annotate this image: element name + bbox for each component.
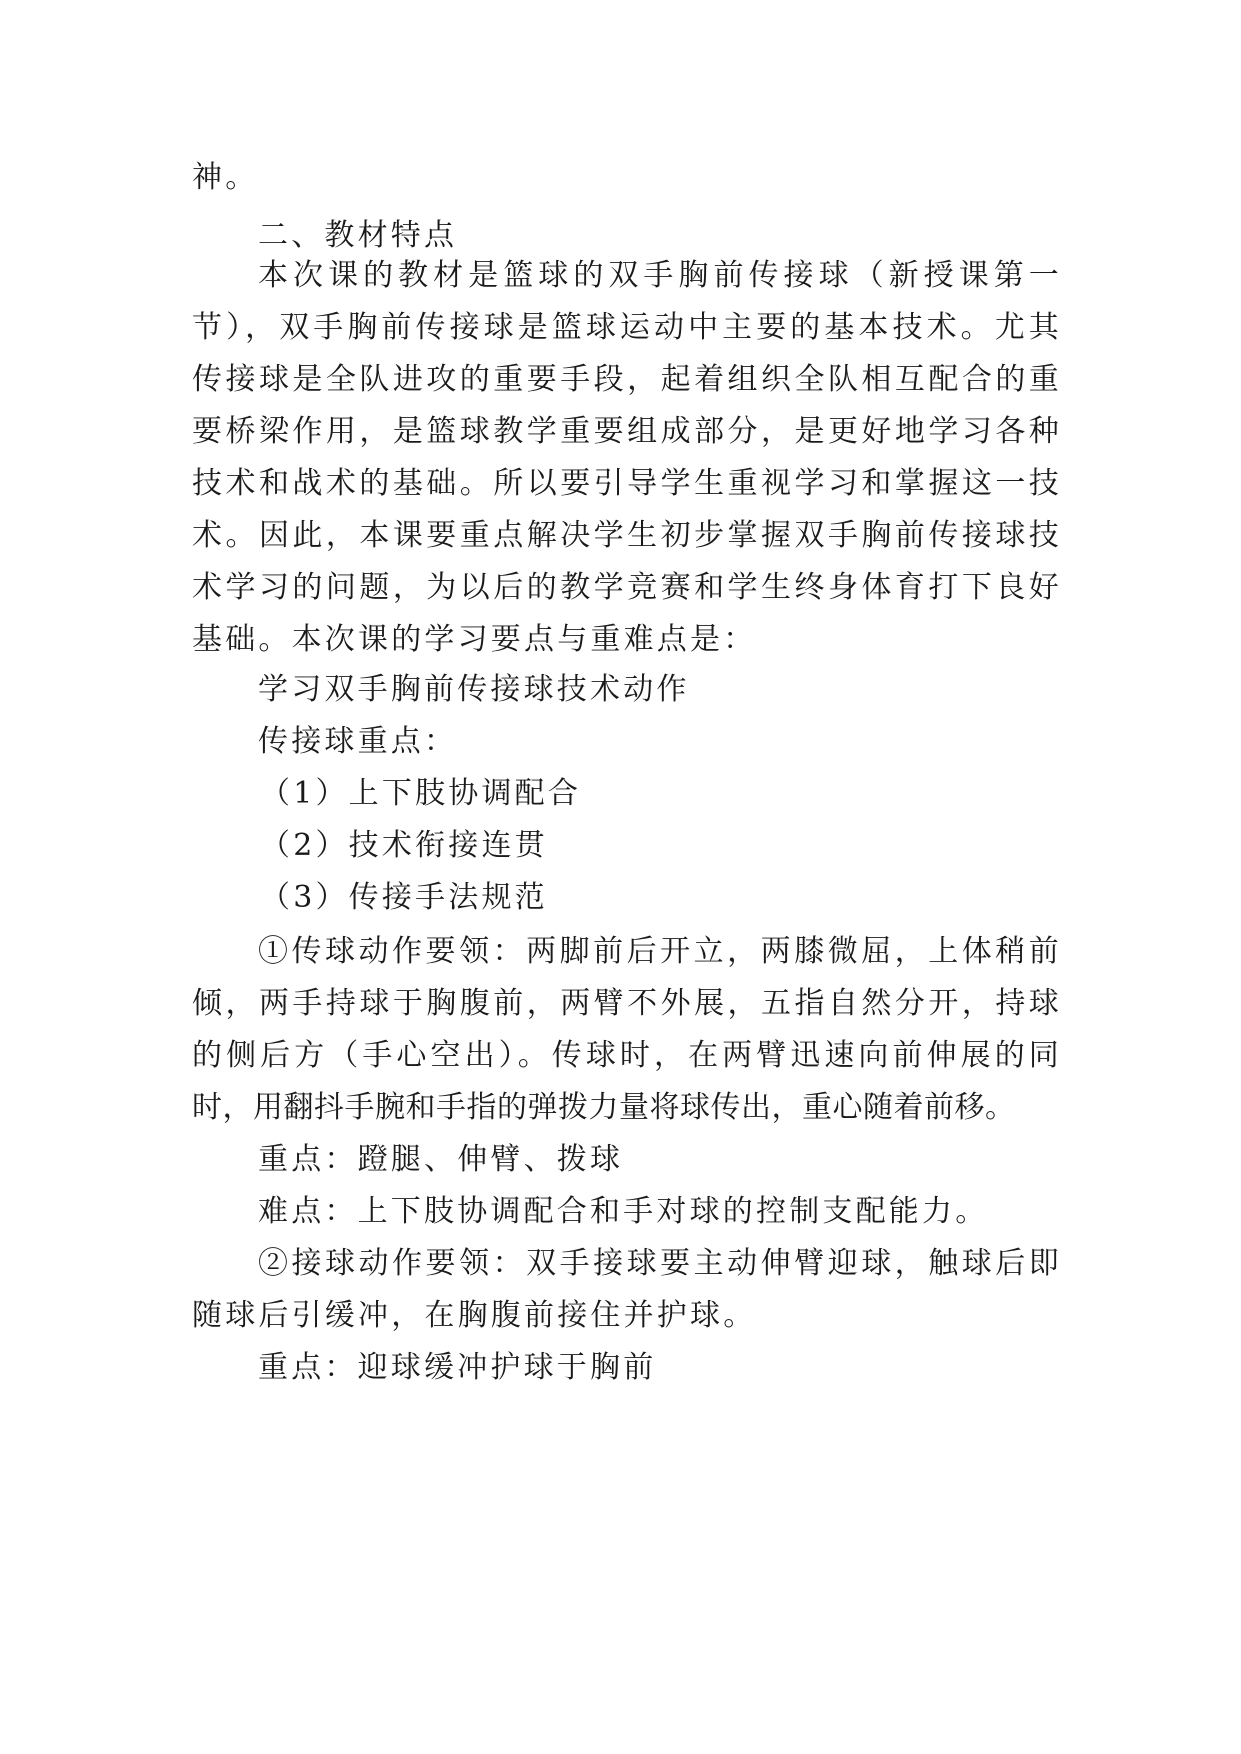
section-heading: 二、教材特点	[258, 218, 458, 253]
paragraph-line: 术学习的问题，为以后的教学竞赛和学生终身体育打下良好	[192, 570, 1062, 605]
paragraph-line: 倾，两手持球于胸腹前，两臂不外展，五指自然分开，持球	[192, 986, 1062, 1021]
key-point-line: 重点：迎球缓冲护球于胸前	[258, 1350, 657, 1385]
paragraph-line: 传接球是全队进攻的重要手段，起着组织全队相互配合的重	[192, 362, 1062, 397]
key-point-line: 重点：蹬腿、伸臂、拨球	[258, 1142, 624, 1177]
paragraph-line: 要桥梁作用，是篮球教学重要组成部分，是更好地学习各种	[192, 414, 1062, 449]
paragraph-line: 时，用翻抖手腕和手指的弹拨力量将球传出，重心随着前移。	[192, 1090, 1016, 1125]
paragraph-line: 术。因此，本课要重点解决学生初步掌握双手胸前传接球技	[192, 518, 1062, 553]
paragraph-line: 随球后引缓冲，在胸腹前接住并护球。	[192, 1298, 757, 1333]
list-item: （3）传接手法规范	[260, 880, 548, 915]
paragraph-line: 基础。本次课的学习要点与重难点是：	[192, 622, 757, 657]
paragraph-line: 技术和战术的基础。所以要引导学生重视学习和掌握这一技	[192, 466, 1062, 501]
list-item: （2）技术衔接连贯	[260, 828, 548, 863]
paragraph-line: 的侧后方（手心空出）。传球时，在两臂迅速向前伸展的同	[192, 1038, 1062, 1073]
subheading-line: 学习双手胸前传接球技术动作	[258, 672, 690, 707]
paragraph-line: 本次课的教材是篮球的双手胸前传接球（新授课第一	[258, 258, 1062, 293]
paragraph-line: 节），双手胸前传接球是篮球运动中主要的基本技术。尤其	[192, 310, 1062, 345]
subheading-line: 传接球重点：	[258, 724, 458, 759]
paragraph-tail-line: 神。	[192, 160, 259, 195]
difficulty-line: 难点：上下肢协调配合和手对球的控制支配能力。	[258, 1194, 989, 1229]
paragraph-line: ②接球动作要领：双手接球要主动伸臂迎球，触球后即	[258, 1246, 1062, 1281]
list-item: （1）上下肢协调配合	[260, 776, 582, 811]
paragraph-line: ①传球动作要领：两脚前后开立，两膝微屈，上体稍前	[258, 934, 1062, 969]
